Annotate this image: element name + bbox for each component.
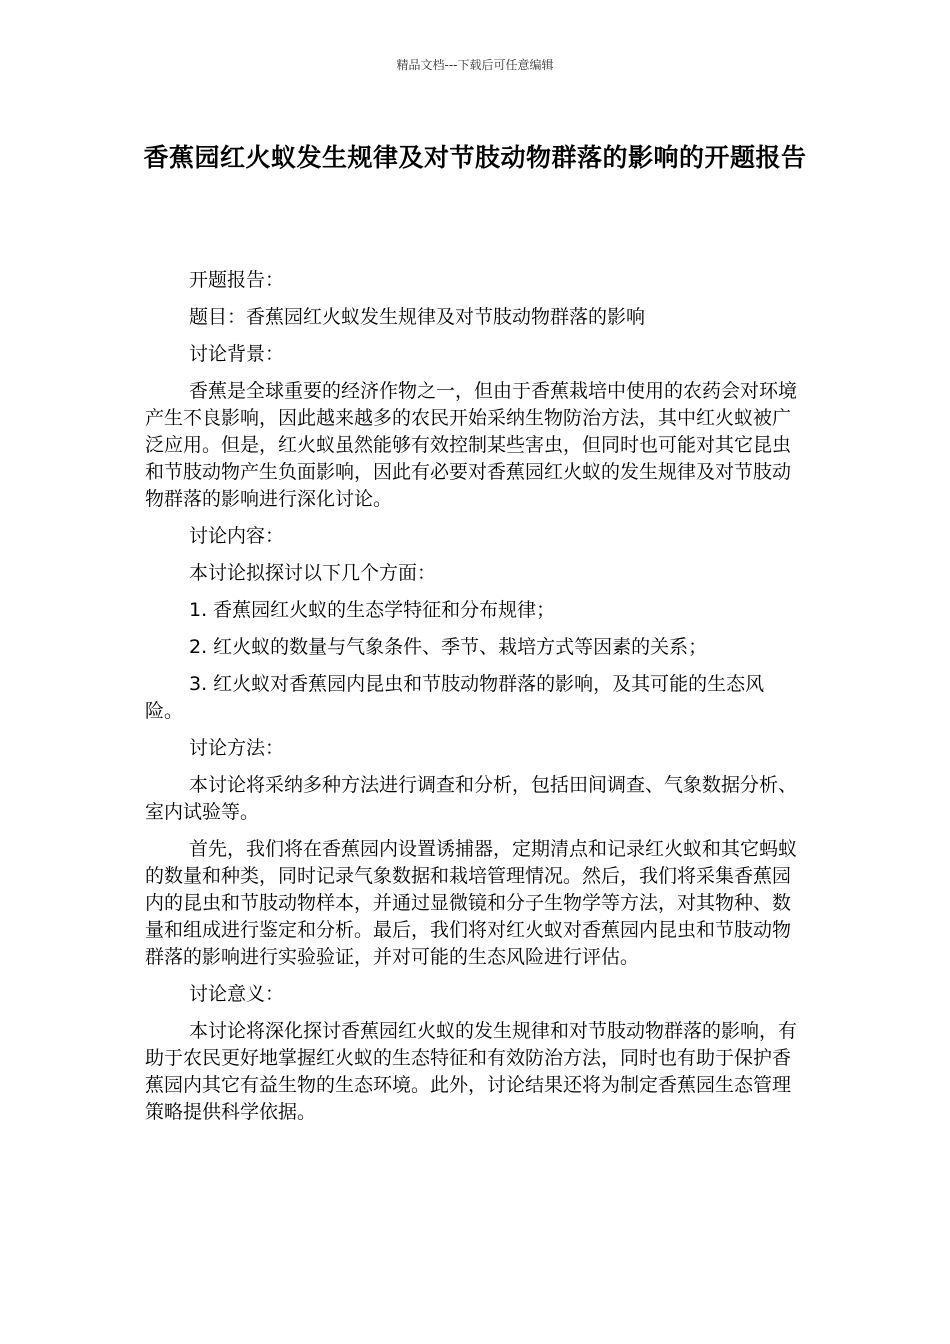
paragraph-significance: 本讨论将深化探讨香蕉园红火蚁的发生规律和对节肢动物群落的影响，有助于农民更好地掌握红火蚁的生态特征和有效防治方法，同时也有助于保护香蕉园内其它有益生物的生态环境。此外，讨论结果还将为制定香蕉园生态管理策略提供科学依据。 (145, 1020, 798, 1123)
document-title: 香蕉园红火蚁发生规律及对节肢动物群落的影响的开题报告 (143, 143, 807, 172)
paragraph-methods-detail: 首先，我们将在香蕉园内设置诱捕器，定期清点和记录红火蚁和其它蚂蚁的数量和种类，同时记录气象数据和栽培管理情况。然后，我们将采集香蕉园内的昆虫和节肢动物样本，并通过显微镜和分子生物学等方法，对其物种、数量和组成进行鉴定和分析。最后，我们将对红火蚁对香蕉园内昆虫和节肢动物群落的影响进行实验验证，并对可能的生态风险进行评估。 (145, 838, 798, 968)
topic-line: 题目：香蕉园红火蚁发生规律及对节肢动物群落的影响 (189, 306, 646, 328)
heading-background: 讨论背景： (189, 343, 285, 365)
heading-methods: 讨论方法： (189, 737, 285, 759)
content-intro: 本讨论拟探讨以下几个方面： (189, 562, 437, 584)
page-header-note: 精品文档---下载后可任意编辑 (396, 58, 554, 72)
content-item-3: 3. 红火蚁对香蕉园内昆虫和节肢动物群落的影响，及其可能的生态风险。 (145, 673, 765, 722)
document-body (145, 267, 797, 1136)
paragraph-background: 香蕉是全球重要的经济作物之一，但由于香蕉栽培中使用的农药会对环境产生不良影响，因此越来越多的农民开始采纳生物防治方法，其中红火蚁被广泛应用。但是，红火蚁虽然能够有效控制某些害虫，但同时也可能对其它昆虫和节肢动物产生负面影响，因此有必要对香蕉园红火蚁的发生规律及对节肢动物群落的影响进行深化讨论。 (145, 380, 798, 510)
heading-content: 讨论内容： (189, 525, 285, 547)
content-item-2: 2. 红火蚁的数量与气象条件、季节、栽培方式等因素的关系； (189, 636, 708, 658)
heading-significance: 讨论意义： (189, 983, 285, 1005)
label-report: 开题报告： (189, 269, 285, 291)
content-item-1: 1. 香蕉园红火蚁的生态学特征和分布规律； (189, 599, 556, 621)
paragraph-methods-overview: 本讨论将采纳多种方法进行调查和分析，包括田间调查、气象数据分析、室内试验等。 (145, 774, 798, 823)
